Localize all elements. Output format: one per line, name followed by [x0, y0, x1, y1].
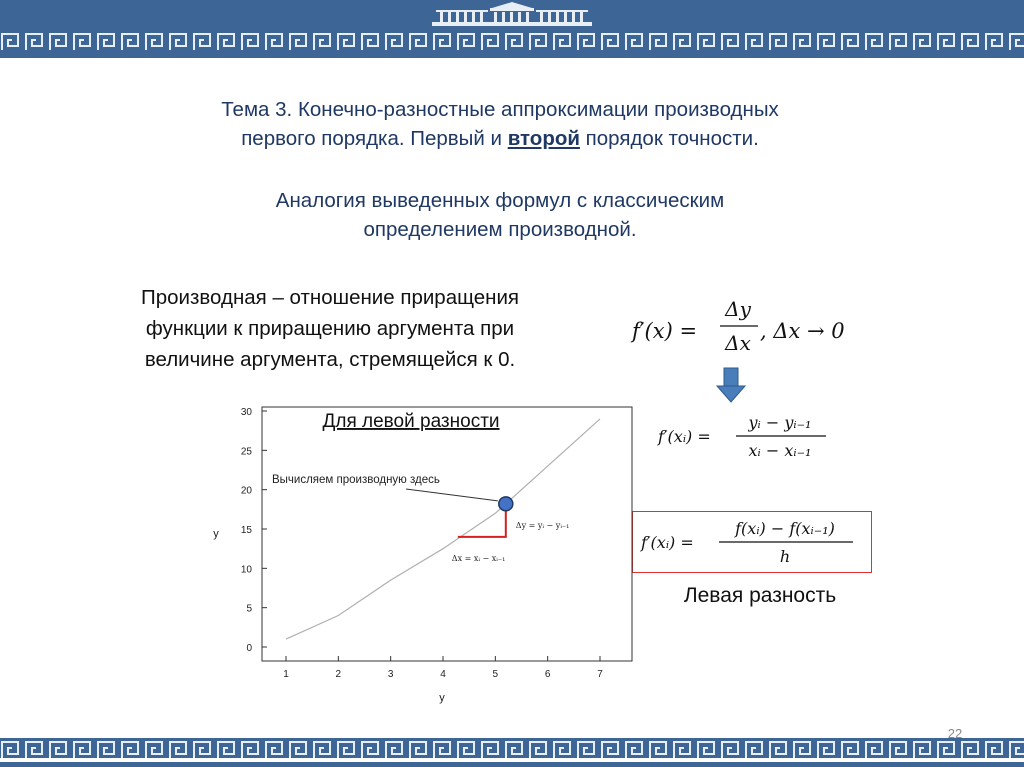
page-number: 22: [947, 726, 963, 741]
meander-border-top: [0, 30, 1024, 50]
subtitle-line-2: определением производной.: [363, 218, 637, 241]
slide-subtitle: [100, 186, 900, 244]
building-logo-icon: [432, 2, 592, 28]
definition-line-2: функции к приращению аргумента при: [145, 317, 515, 340]
annotation-pointer: [406, 489, 498, 501]
boxed-formula: [632, 511, 872, 573]
derivative-definition: [100, 282, 560, 375]
title-line-1: Тема 3. Конечно-разностные аппроксимации производных: [221, 98, 779, 121]
formula-discrete-den: xᵢ − xᵢ₋₁: [748, 441, 812, 460]
subtitle-line-1: Аналогия выведенных формул с классическим: [275, 189, 725, 212]
plot-frame: [262, 407, 632, 661]
header-band: [0, 0, 1024, 58]
chart-axes: [241, 407, 632, 680]
formula-discrete: [657, 413, 826, 460]
formula-main-num: Δy: [725, 297, 751, 321]
y-tick-label: 25: [240, 446, 252, 458]
down-arrow-icon: [717, 368, 745, 402]
y-tick-label: 0: [246, 643, 252, 654]
annotation-dx: Δx = xᵢ − xᵢ₋₁: [451, 553, 506, 563]
meander-border-bottom: [0, 738, 1024, 758]
annotation-dy: Δy = yᵢ − yᵢ₋₁: [515, 520, 570, 530]
left-difference-caption: Левая разность: [683, 584, 837, 607]
x-tick-label: 4: [440, 669, 446, 680]
highlight-point: [499, 497, 513, 511]
formula-main-lhs: f′(x) =: [632, 319, 698, 343]
chart-x-axis-label: y: [439, 692, 445, 704]
chart-y-axis-label: y: [213, 528, 219, 540]
title-line-2: первого порядка. Первый и второй порядок точности.: [241, 127, 759, 150]
formula-boxed-lhs: f′(xᵢ) =: [641, 533, 694, 552]
formula-boxed-num: f(xᵢ) − f(xᵢ₋₁): [735, 519, 835, 538]
chart: [200, 395, 640, 715]
formula-discrete-lhs: f′(xᵢ) =: [658, 427, 711, 446]
x-tick-label: 3: [387, 669, 394, 680]
x-tick-label: 2: [335, 669, 342, 680]
y-tick-label: 5: [246, 603, 252, 615]
chart-title: Для левой разности: [322, 411, 500, 432]
boxed-formula-svg: [633, 512, 873, 572]
x-tick-label: 6: [544, 669, 551, 680]
y-tick-label: 10: [240, 564, 252, 576]
x-tick-label: 7: [597, 669, 603, 680]
formula-main-den: Δx: [725, 331, 751, 355]
definition-line-3: величине аргумента, стремящейся к 0.: [144, 348, 516, 371]
y-tick-label: 20: [240, 485, 252, 497]
annotation-compute-here: Вычисляем производную здесь: [272, 474, 440, 486]
formula-boxed-den: h: [779, 547, 791, 566]
slide-title: [100, 95, 900, 153]
x-tick-label: 5: [492, 669, 499, 680]
formula-main-tail: , Δx → 0: [760, 319, 845, 343]
y-tick-label: 15: [240, 525, 252, 536]
x-tick-label: 1: [283, 669, 289, 680]
definition-line-1: Производная – отношение приращения: [140, 286, 520, 309]
formula-discrete-num: yᵢ − yᵢ₋₁: [748, 413, 812, 432]
y-tick-label: 30: [240, 407, 252, 418]
footer-band: [0, 762, 1024, 767]
title-emphasis: второй: [507, 127, 580, 150]
delta-marker: [458, 504, 506, 537]
formula-main: [630, 297, 845, 355]
